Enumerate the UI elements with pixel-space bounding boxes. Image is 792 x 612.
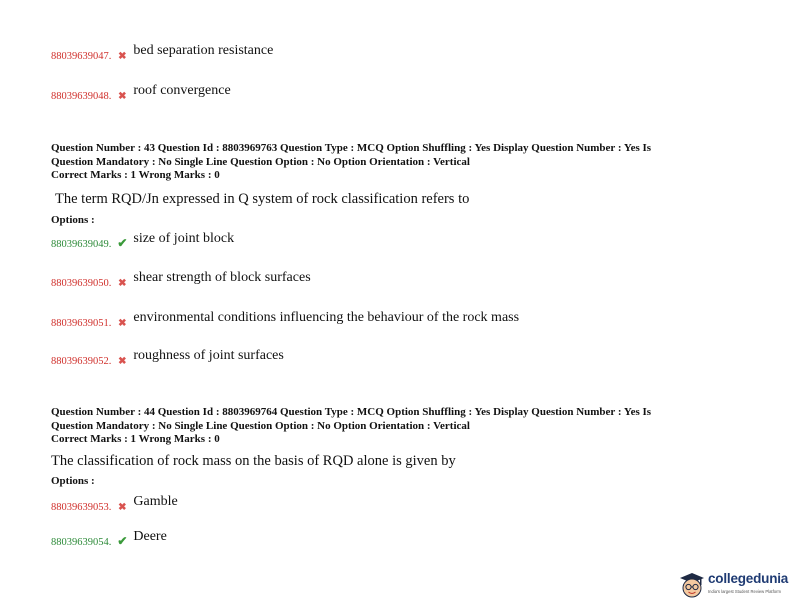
question-meta (51, 406, 731, 447)
option-text: Deere (133, 529, 167, 544)
option-text: shear strength of block surfaces (133, 270, 311, 285)
mascot-icon (678, 570, 706, 600)
wrong-mark-icon: ✖ (118, 356, 127, 367)
wrong-mark-icon: ✖ (118, 51, 127, 62)
marks-line: Correct Marks : 1 Wrong Marks : 0 (51, 433, 220, 445)
option-row (51, 270, 311, 291)
option-text: roof convergence (133, 83, 231, 98)
meta-line: Question Number : 43 Question Id : 8803969763 Question Type : MCQ Option Shuffling : Yes Display Question Number : Yes Is (51, 142, 652, 154)
question-text: The classification of rock mass on the basis of RQD alone is given by (51, 453, 456, 469)
option-row (51, 310, 520, 331)
option-row (51, 83, 231, 104)
option-text: roughness of joint surfaces (133, 348, 284, 363)
option-row (51, 494, 178, 515)
question-text: The term RQD/Jn expressed in Q system of rock classification refers to (55, 191, 470, 207)
question-meta (51, 142, 731, 183)
option-id: 88039639052. (51, 356, 112, 367)
option-row (51, 231, 235, 252)
option-text: Gamble (133, 494, 178, 509)
option-row (51, 348, 284, 369)
option-id: 88039639050. (51, 278, 112, 289)
meta-line: Question Mandatory : No Single Line Question Option : No Option Orientation : Vertical (51, 155, 470, 168)
option-id: 88039639049. (51, 239, 112, 250)
option-text: size of joint block (133, 231, 235, 246)
marks-line: Correct Marks : 1 Wrong Marks : 0 (51, 169, 220, 181)
option-id: 88039639053. (51, 502, 112, 513)
option-id: 88039639047. (51, 51, 112, 62)
meta-line: Question Number : 44 Question Id : 8803969764 Question Type : MCQ Option Shuffling : Yes Display Question Number : Yes Is (51, 406, 652, 418)
option-row (51, 43, 274, 64)
wrong-mark-icon: ✖ (118, 318, 127, 329)
logo-tagline: India's largest Student Review Platform (708, 589, 781, 594)
meta-line: Question Mandatory : No Single Line Question Option : No Option Orientation : Vertical (51, 419, 470, 432)
options-label: Options : (51, 214, 95, 226)
option-id: 88039639054. (51, 537, 112, 548)
option-id: 88039639048. (51, 91, 112, 102)
wrong-mark-icon: ✖ (118, 278, 127, 289)
options-label: Options : (51, 475, 95, 487)
correct-mark-icon: ✔ (117, 236, 128, 250)
option-text: bed separation resistance (133, 43, 274, 58)
option-id: 88039639051. (51, 318, 112, 329)
option-text: environmental conditions influencing the behaviour of the rock mass (133, 310, 520, 325)
wrong-mark-icon: ✖ (118, 502, 127, 513)
wrong-mark-icon: ✖ (118, 91, 127, 102)
collegedunia-logo (675, 566, 787, 604)
option-row (51, 529, 167, 550)
correct-mark-icon: ✔ (117, 534, 128, 548)
logo-brand: collegedunia (708, 571, 789, 586)
